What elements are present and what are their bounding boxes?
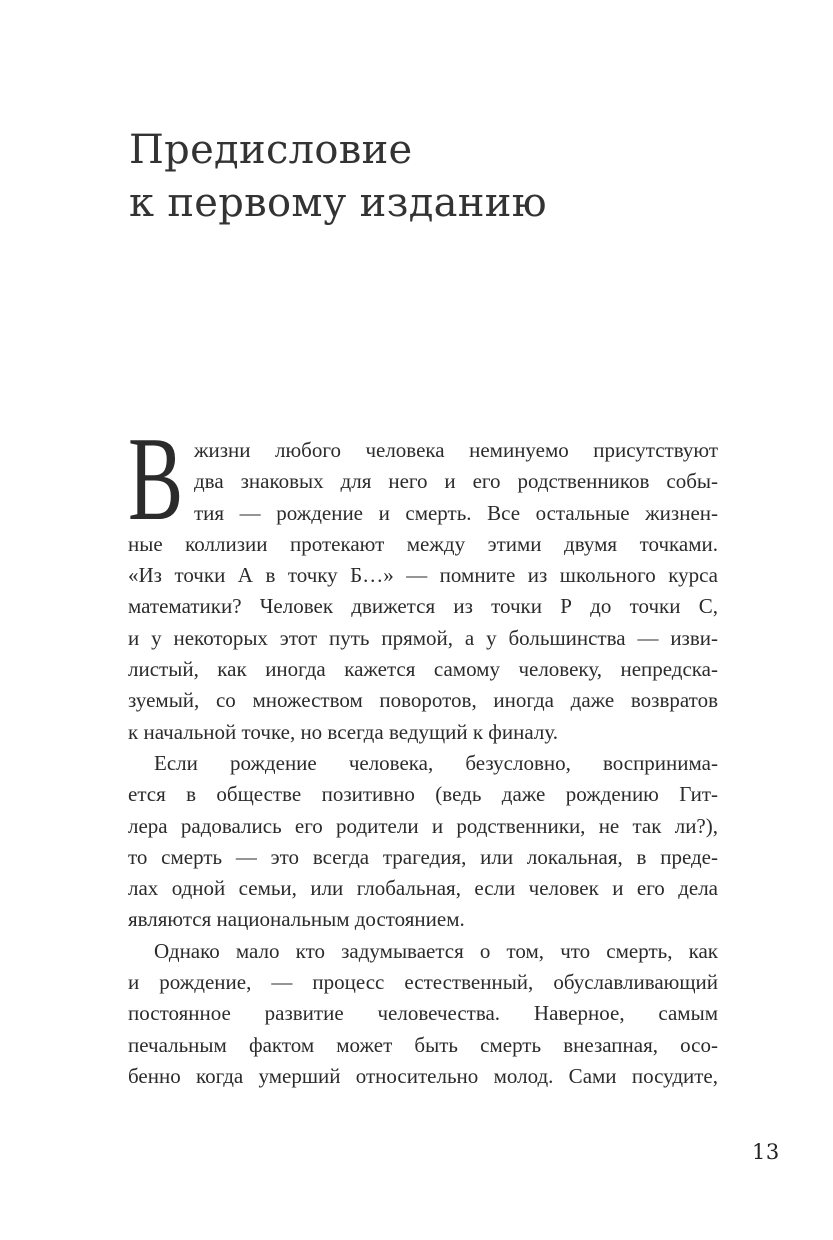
body-text [128, 412, 718, 1092]
text-line: два знаковых для него и его родственников собы- [194, 469, 718, 494]
drop-cap-letter: В [128, 412, 184, 545]
text-line: лера радовались его родители и родственники, не так ли?), [128, 813, 718, 838]
text-line: печальным фактом может быть смерть внезапная, осо- [128, 1032, 718, 1057]
text-line: листый, как иногда кажется самому человеку, непредска- [128, 657, 718, 682]
text-line: к начальной точке, но всегда ведущий к финалу. [128, 719, 559, 744]
text-line: и рождение, — процесс естественный, обуславливающий [128, 970, 718, 995]
page-number: 13 [752, 1140, 780, 1164]
text-line: ется в обществе позитивно (ведь даже рождению Гит- [128, 782, 718, 807]
text-line: «Из точки А в точку Б…» — помните из школьного курса [128, 563, 718, 588]
text-line: и у некоторых этот путь прямой, а у большинства — изви- [128, 625, 718, 650]
paragraph-1 [128, 412, 718, 748]
text-line: то смерть — это всегда трагедия, или локальная, в преде- [128, 844, 718, 869]
chapter-title-line-1: Предисловие [129, 127, 413, 173]
chapter-title-line-2: к первому изданию [129, 180, 547, 226]
text-line: Однако мало кто задумывается о том, что смерть, как [154, 938, 718, 963]
drop-cap [128, 412, 194, 545]
text-line: постоянное развитие человечества. Наверное, самым [128, 1001, 718, 1026]
paragraph-2 [128, 748, 718, 936]
text-line: зуемый, со множеством поворотов, иногда даже возвратов [128, 688, 718, 713]
paragraph-3 [128, 936, 718, 1092]
chapter-title [129, 124, 547, 230]
text-line: тия — рождение и смерть. Все остальные жизнен- [194, 500, 718, 525]
text-line: являются национальным достоянием. [128, 907, 465, 932]
text-line: ные коллизии протекают между этими двумя точками. [128, 531, 718, 556]
text-line: Если рождение человека, безусловно, воспринима- [154, 750, 718, 775]
text-line: жизни любого человека неминуемо присутствуют [194, 438, 718, 462]
text-line: бенно когда умерший относительно молод. Сами посудите, [128, 1063, 718, 1088]
text-line: математики? Человек движется из точки Р до точки С, [128, 594, 718, 619]
text-line: лах одной семьи, или глобальная, если человек и его дела [128, 876, 718, 901]
